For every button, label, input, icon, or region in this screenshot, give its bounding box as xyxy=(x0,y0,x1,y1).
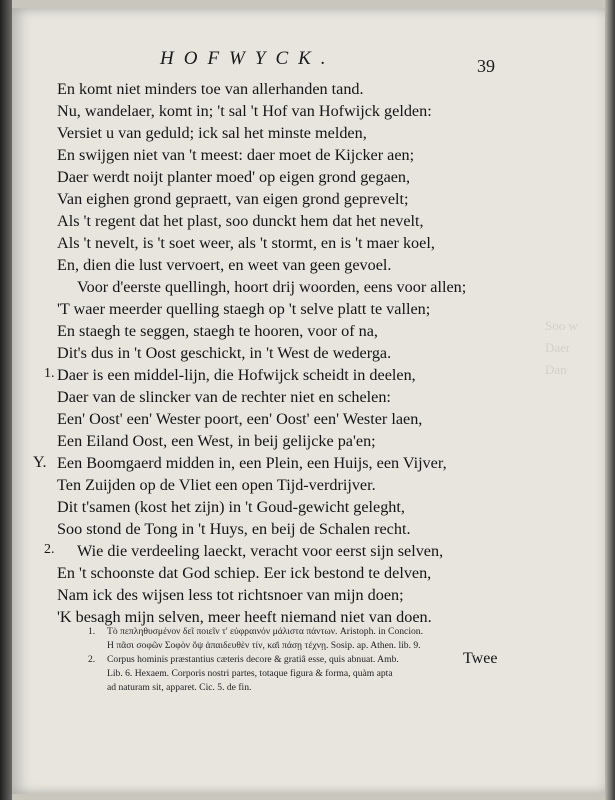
footnote-text: Corpus hominis præstantius cæteris decore & gratiâ esse, quis abnuat. Amb. xyxy=(107,654,399,665)
verse-line: Dit t'samen (kost het zijn) in 't Goud-gewicht geleght, xyxy=(57,498,405,516)
catchword: Twee xyxy=(463,650,498,667)
verse-line: Daer is een middel-lijn, die Hofwijck scheidt in deelen, xyxy=(57,366,416,384)
footnote-text: ad naturam sit, apparet. Cic. 5. de fin. xyxy=(107,682,252,693)
verse-line: Ten Zuijden op de Vliet een open Tijd-verdrijver. xyxy=(57,476,376,494)
footnote-number: 1. xyxy=(88,626,96,637)
verse-line: En, dien die lust vervoert, en weet van geen gevoel. xyxy=(57,256,392,274)
verse-line: Van eighen grond gepraett, van eigen grond geprevelt; xyxy=(57,190,409,208)
footnote-text: Η πᾶσι σοφῶν Σοφὸν ὄψ ἀπαιδευθὲν τίν, κα̈ὶ πάσῃ τέχνῃ. Sosip. ap. Athen. lib. 9. xyxy=(107,640,421,651)
verse-line: 'T waer meerder quelling staegh op 't selve platt te vallen; xyxy=(57,300,431,318)
running-head: HOFWYCK. xyxy=(160,48,336,69)
page-number: 39 xyxy=(477,56,495,76)
verse-line: En staegh te seggen, staegh te hooren, voor of na, xyxy=(57,322,378,340)
verse-line: Als 't regent dat het plast, soo dunckt hem dat het nevelt, xyxy=(57,212,424,230)
page-edge xyxy=(605,0,615,800)
verse-line: Nu, wandelaer, komt in; 't sal 't Hof van Hofwijck gelden: xyxy=(57,102,432,120)
footnote-text: Τὸ πεπληθυσμένον δεῖ ποιεῖν τ' εὐφραινόν μάλιστα πάντων. Aristoph. in Concion. xyxy=(107,626,423,637)
verse-line: Wie die verdeeling laeckt, veracht voor eerst sijn selven, xyxy=(77,542,444,560)
verse-line: En komt niet minders toe van allerhanden tand. xyxy=(57,80,364,98)
show-through-text: Daer xyxy=(545,340,571,355)
verse-line: En 't schoonste dat God schiep. Eer ick bestond te delven, xyxy=(57,564,432,582)
verse-line: Dit's dus in 't Oost geschickt, in 't West de wederga. xyxy=(57,344,392,362)
show-through-text: Dan xyxy=(545,362,567,377)
verse-line: 'K besagh mijn selven, meer heeft niemand niet van doen. xyxy=(57,608,432,626)
verse-line: Een' Oost' een' Wester poort, een' Oost' een' Wester laen, xyxy=(57,410,423,428)
show-through-text: Soo w xyxy=(545,318,578,333)
verse-line: En swijgen niet van 't meest: daer moet de Kijcker aen; xyxy=(57,146,415,164)
margin-note-marker: 2. xyxy=(44,542,55,557)
book-spine-shadow xyxy=(0,0,12,800)
footnote-text: Lib. 6. Hexaem. Corporis nostri partes, totaque figura & forma, quàm apta xyxy=(107,668,393,679)
margin-note-marker: Y. xyxy=(33,454,47,471)
verse-line: Een Eiland Oost, een West, in beij gelijcke pa'en; xyxy=(57,432,376,450)
verse-line: Een Boomgaerd midden in, een Plein, een Huijs, een Vijver, xyxy=(57,454,447,472)
verse-line: Versiet u van geduld; ick sal het minste melden, xyxy=(57,124,367,142)
verse-line: Als 't nevelt, is 't soet weer, als 't stormt, en is 't maer koel, xyxy=(57,234,435,252)
verse-line: Daer van de slincker van de rechter niet en schelen: xyxy=(57,388,391,406)
verse-line: Daer werdt noijt planter moed' op eigen grond gegaen, xyxy=(57,168,411,186)
verse-line: Nam ick des wijsen less tot richtsnoer van mijn doen; xyxy=(57,586,404,604)
margin-note-marker: 1. xyxy=(44,366,55,381)
verse-line: Voor d'eerste quellingh, hoort drij woorden, eens voor allen; xyxy=(77,278,467,296)
verse-line: Soo stond de Tong in 't Huys, en beij de Schalen recht. xyxy=(57,520,411,538)
footnote-number: 2. xyxy=(88,654,96,665)
